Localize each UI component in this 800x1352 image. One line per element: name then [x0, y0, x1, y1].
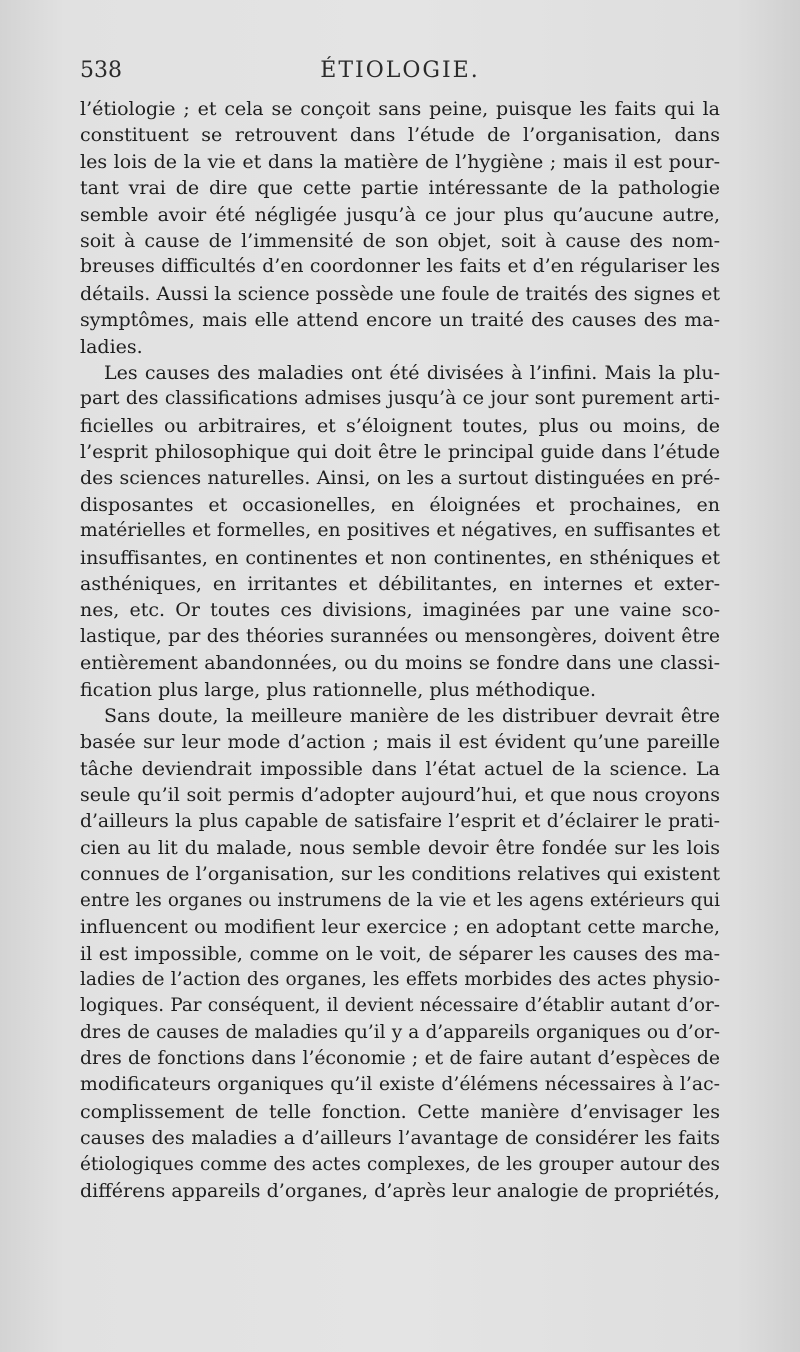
body-text [80, 96, 720, 1204]
text-line: asthéniques, en irritantes et débilitantes, en internes et exter- [80, 573, 720, 596]
paragraph [80, 703, 720, 1204]
text-line: l’esprit philosophique qui doit être le principal guide dans l’étude [80, 441, 720, 464]
text-line: ladies. [80, 335, 143, 358]
text-line: il est impossible, comme on le voit, de séparer les causes des ma- [80, 942, 720, 965]
text-line: ladies de l’action des organes, les effets morbides des actes physio- [80, 968, 720, 990]
text-line: logiques. Par conséquent, il devient nécessaire d’établir autant d’or- [80, 995, 720, 1017]
text-line: Sans doute, la meilleure manière de les distribuer devrait être [104, 704, 720, 727]
text-line: dres de fonctions dans l’économie ; et de faire autant d’espèces de [80, 1048, 720, 1070]
page-header [80, 58, 720, 94]
page-number: 538 [80, 58, 122, 83]
paragraph [80, 360, 720, 703]
text-line: soit à cause de l’immensité de son objet, soit à cause des nom- [80, 229, 720, 252]
running-title: ÉTIOLOGIE. [320, 58, 480, 83]
paragraph [80, 96, 720, 360]
text-line: breuses difficultés d’en coordonner les faits et d’en régulariser les [80, 256, 720, 278]
text-line: nes, etc. Or toutes ces divisions, imaginées par une vaine sco- [80, 599, 720, 622]
text-line: insuffisantes, en continentes et non continentes, en sthéniques et [80, 546, 720, 569]
text-line: connues de l’organisation, sur les conditions relatives qui existent [80, 863, 720, 886]
text-line: entre les organes ou instrumens de la vie et les agens extérieurs qui [80, 889, 720, 911]
text-line: Les causes des maladies ont été divisées à l’infini. Mais la plu- [104, 361, 720, 384]
text-line: lastique, par des théories surannées ou mensongères, doivent être [80, 625, 720, 647]
text-line: semble avoir été négligée jusqu’à ce jour plus qu’aucune autre, [80, 203, 720, 226]
text-line: complissement de telle fonction. Cette manière d’envisager les [80, 1100, 720, 1123]
text-line: tâche deviendrait impossible dans l’état actuel de la science. La [80, 757, 720, 780]
text-line: des sciences naturelles. Ainsi, on les a surtout distinguées en pré- [80, 467, 720, 490]
text-line: détails. Aussi la science possède une foule de traités des signes et [80, 282, 720, 305]
text-line: fication plus large, plus rationnelle, plus méthodique. [80, 678, 597, 701]
text-line: cien au lit du malade, nous semble devoir être fondée sur les lois [80, 836, 720, 859]
text-line: entièrement abandonnées, ou du moins se fondre dans une classi- [80, 652, 720, 675]
text-line: l’étiologie ; et cela se conçoit sans peine, puisque les faits qui la [80, 98, 720, 120]
text-line: ficielles ou arbitraires, et s’éloignent toutes, plus ou moins, de [80, 414, 720, 437]
text-line: modificateurs organiques qu’il existe d’élémens nécessaires à l’ac- [80, 1074, 720, 1096]
text-line: différens appareils d’organes, d’après leur analogie de propriétés, [80, 1180, 720, 1203]
text-line: seule qu’il soit permis d’adopter aujourd’hui, et que nous croyons [80, 784, 720, 807]
text-line: basée sur leur mode d’action ; mais il est évident qu’une pareille [80, 731, 720, 754]
text-line: part des classifications admises jusqu’à ce jour sont purement arti- [80, 388, 720, 410]
text-line: d’ailleurs la plus capable de satisfaire l’esprit et d’éclairer le prati- [80, 810, 720, 832]
text-line: influencent ou modifient leur exercice ; en adoptant cette marche, [80, 916, 720, 939]
text-line: symptômes, mais elle attend encore un traité des causes des ma- [80, 309, 720, 332]
text-line: dres de causes de maladies qu’il y a d’appareils organiques ou d’or- [80, 1021, 720, 1043]
text-line: matérielles et formelles, en positives et négatives, en suffisantes et [80, 520, 720, 542]
text-line: constituent se retrouvent dans l’étude de l’organisation, dans [80, 124, 720, 147]
text-line: les lois de la vie et dans la matière de l’hygiène ; mais il est pour- [80, 150, 720, 173]
text-line: étiologiques comme des actes complexes, de les grouper autour des [80, 1153, 720, 1175]
text-line: causes des maladies a d’ailleurs l’avantage de considérer les faits [80, 1127, 720, 1150]
text-line: tant vrai de dire que cette partie intéressante de la pathologie [80, 177, 720, 200]
text-line: disposantes et occasionelles, en éloignées et prochaines, en [80, 493, 720, 516]
